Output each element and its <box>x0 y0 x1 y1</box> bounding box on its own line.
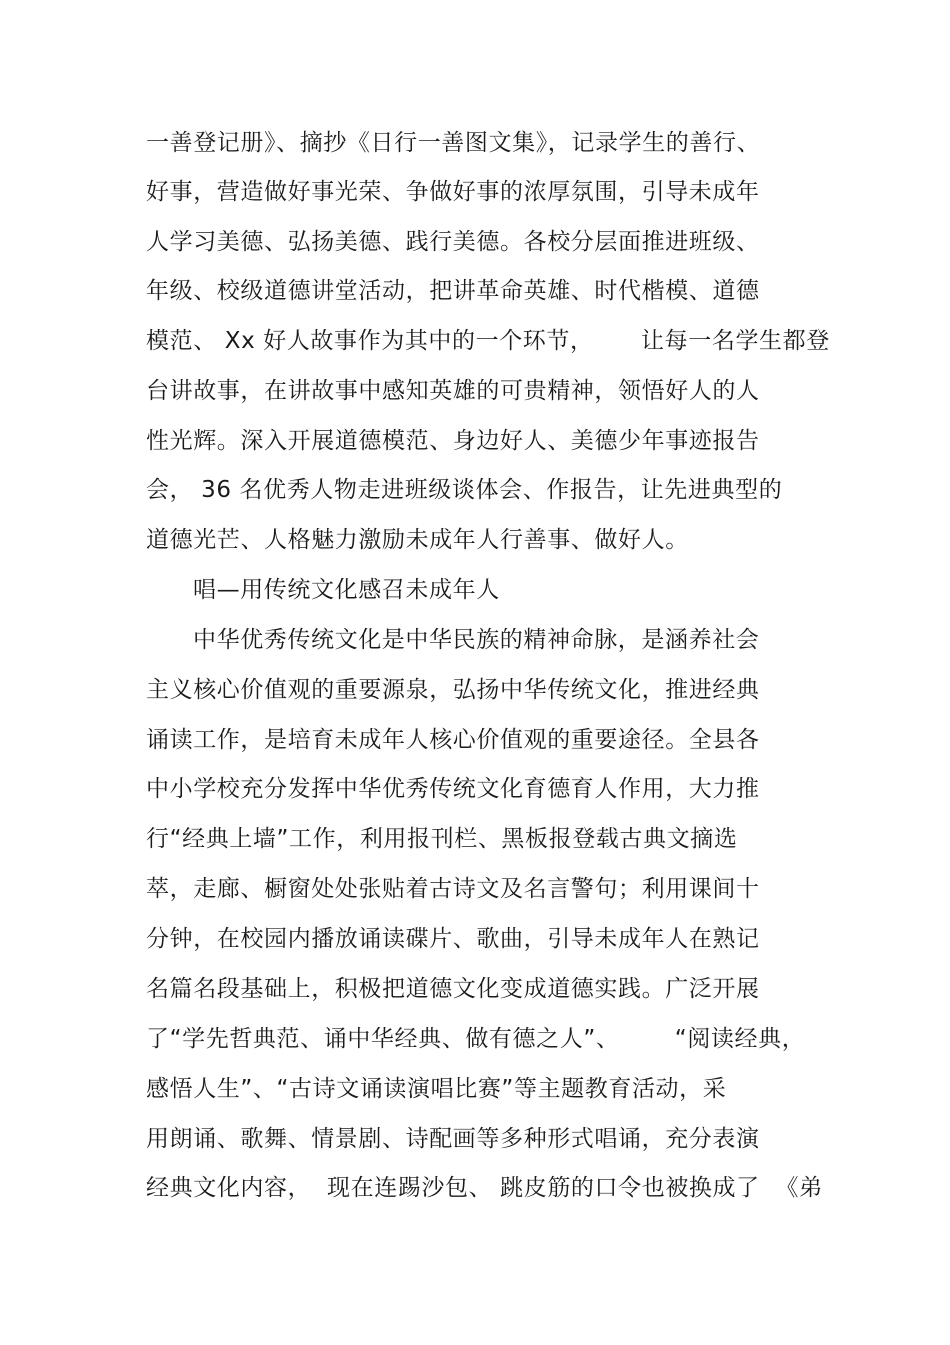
text-line: 了“学先哲典范、诵中华经典、做有德之人”、 “阅读经典， <box>146 1026 806 1052</box>
text-line: 行“经典上墙”工作，利用报刊栏、黑板报登载古典文摘选 <box>146 826 738 852</box>
text-line: 名篇名段基础上，积极把道德文化变成道德实践。广泛开展 <box>146 976 760 1002</box>
text-line: 好事，营造做好事光荣、争做好事的浓厚氛围，引导未成年 <box>146 179 760 205</box>
text-line: 一善登记册》、摘抄《日行一善图文集》，记录学生的善行、 <box>146 130 761 156</box>
text-line: 中小学校充分发挥中华优秀传统文化育德育人作用，大力推 <box>146 776 760 802</box>
text-line: 模范、 Xx 好人故事作为其中的一个环节， 让每一名学生都登 <box>146 328 830 354</box>
text-line: 台讲故事，在讲故事中感知英雄的可贵精神，领悟好人的人 <box>146 378 760 404</box>
section-heading: 唱—用传统文化感召未成年人 <box>193 577 500 603</box>
text-line: 分钟，在校园内播放诵读碟片、歌曲，引导未成年人在熟记 <box>146 926 760 952</box>
text-line: 经典文化内容， 现在连踢沙包、 跳皮筋的口令也被换成了 《弟 <box>146 1175 823 1201</box>
text-line: 人学习美德、弘扬美德、践行美德。各校分层面推进班级、 <box>146 229 760 255</box>
text-line: 萃，走廊、橱窗处处张贴着古诗文及名言警句；利用课间十 <box>146 876 760 902</box>
text-line: 道德光芒、人格魅力激励未成年人行善事、做好人。 <box>146 527 689 553</box>
text-line: 会， 36 名优秀人物走进班级谈体会、作报告，让先进典型的 <box>146 477 783 503</box>
text-line: 诵读工作，是培育未成年人核心价值观的重要途径。全县各 <box>146 727 760 753</box>
text-line: 感悟人生”、“古诗文诵读演唱比赛”等主题教育活动，采 <box>146 1076 727 1102</box>
text-line: 性光辉。深入开展道德模范、身边好人、美德少年事迹报告 <box>146 428 760 454</box>
text-line: 主义核心价值观的重要源泉，弘扬中华传统文化，推进经典 <box>146 677 760 703</box>
text-line: 用朗诵、歌舞、情景剧、诗配画等多种形式唱诵，充分表演 <box>146 1126 760 1152</box>
paragraph-first-line: 中华优秀传统文化是中华民族的精神命脉，是涵养社会 <box>193 627 760 653</box>
text-line: 年级、校级道德讲堂活动，把讲革命英雄、时代楷模、道德 <box>146 278 760 304</box>
